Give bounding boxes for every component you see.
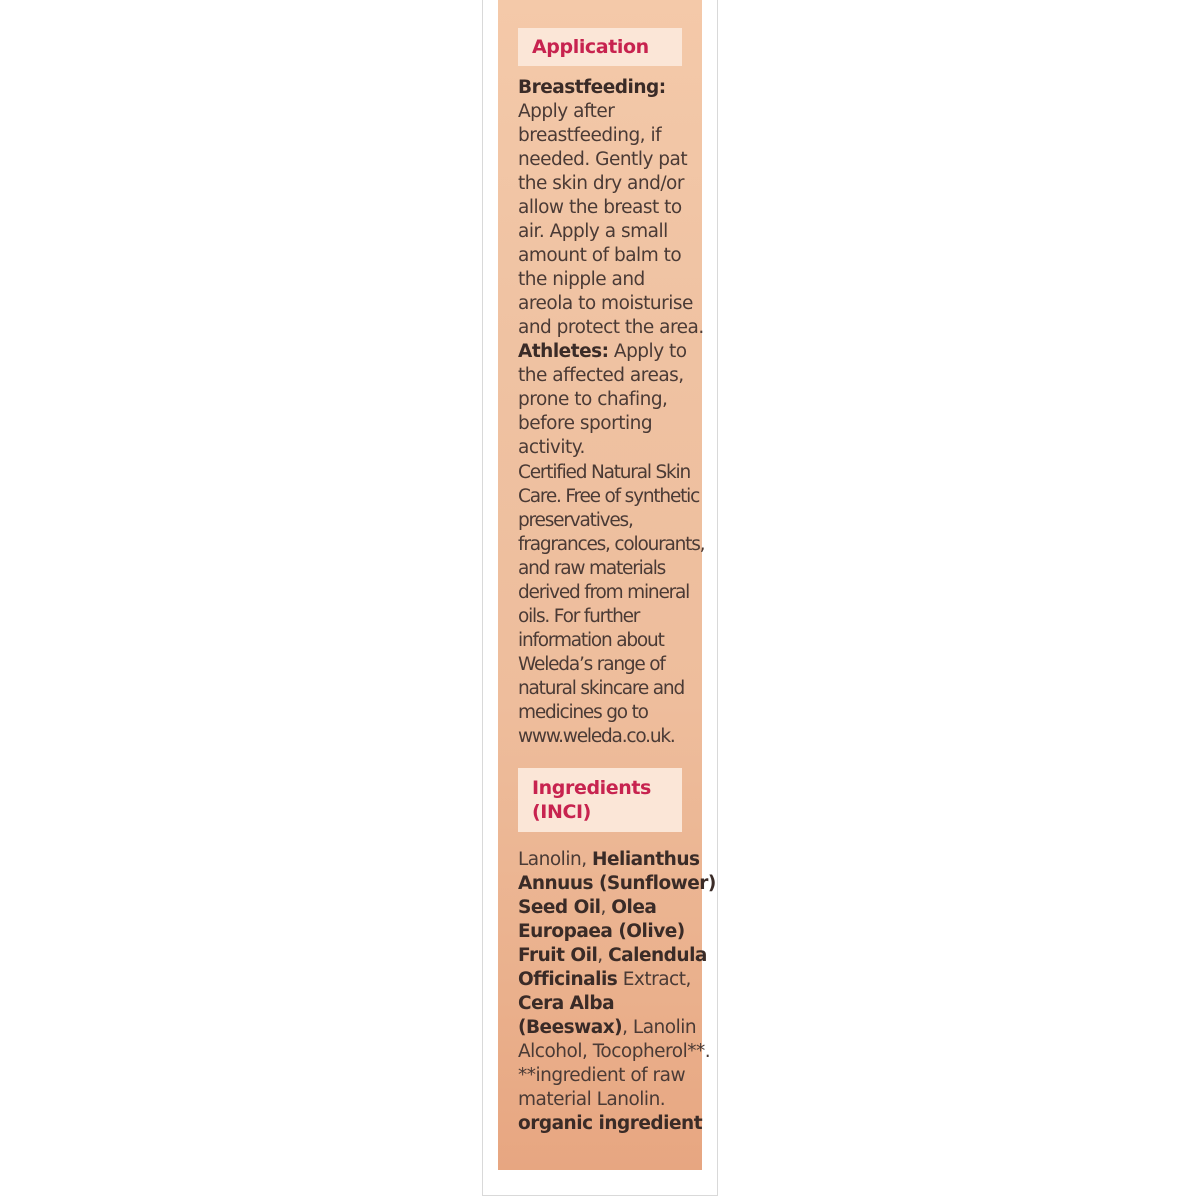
ingredient-line <box>518 848 700 872</box>
ingredient-line <box>518 1064 688 1088</box>
breastfeeding-label: Breastfeeding: <box>518 77 666 98</box>
application-title: Application <box>532 36 649 58</box>
breastfeeding-instructions <box>518 100 704 340</box>
ingredient-text: , <box>600 897 612 918</box>
breastfeeding-text-line: needed. Gently pat <box>518 149 688 170</box>
ingredient-name-bold: Cera Alba <box>518 993 615 1014</box>
ingredient-name-bold: Officinalis <box>518 969 618 990</box>
certified-text-line: natural skincare and <box>518 678 684 699</box>
ingredient-text: , Lanolin <box>622 1017 697 1038</box>
athletes-first-line: Apply to <box>608 341 687 362</box>
ingredients-list <box>518 848 716 1136</box>
application-heading <box>518 28 682 66</box>
athletes-text-line: prone to chafing, <box>518 389 668 410</box>
athletes-line <box>518 340 688 364</box>
certified-text-line: www.weleda.co.uk. <box>518 726 675 747</box>
certified-text-line: oils. For further <box>518 606 640 627</box>
ingredient-text: **ingredient of raw <box>518 1065 686 1086</box>
certified-text-line: Weleda’s range of <box>518 654 665 675</box>
ingredient-name-bold: Olea <box>611 897 657 918</box>
ingredient-text: Alcohol, Tocopherol**. <box>518 1041 711 1062</box>
certified-text-line: medicines go to <box>518 702 648 723</box>
ingredient-name-bold: Europaea (Olive) <box>518 921 685 942</box>
breastfeeding-text-line: breastfeeding, if <box>518 125 662 146</box>
certified-text-line: information about <box>518 630 664 651</box>
ingredient-name-bold: Annuus (Sunflower) <box>518 873 716 894</box>
ingredient-text: Extract, <box>617 969 691 990</box>
ingredient-name-bold: Helianthus <box>591 849 700 870</box>
ingredient-line <box>518 1088 688 1112</box>
ingredient-text: Lanolin, <box>518 849 592 870</box>
breastfeeding-text-line: amount of balm to <box>518 245 682 266</box>
application-text <box>518 76 704 460</box>
breastfeeding-text-line: air. Apply a small <box>518 221 668 242</box>
breastfeeding-text-line: areola to moisturise <box>518 293 693 314</box>
athletes-text-line: the affected areas, <box>518 365 684 386</box>
certified-text-line: preservatives, <box>518 510 633 531</box>
ingredients-title-inci: (INCI) <box>532 801 591 823</box>
ingredient-line <box>518 872 716 896</box>
ingredient-text: material Lanolin. <box>518 1089 666 1110</box>
athletes-text-line: activity. <box>518 437 585 458</box>
certified-text-line: Certified Natural Skin <box>518 462 690 483</box>
ingredient-name-bold: Seed Oil <box>518 897 601 918</box>
athletes-text-line: before sporting <box>518 413 653 434</box>
athletes-label: Athletes: <box>518 341 609 362</box>
ingredient-name-bold: Fruit Oil <box>518 945 598 966</box>
certified-natural-text <box>518 461 705 749</box>
athletes-instructions <box>518 364 688 460</box>
ingredient-name-bold: organic ingredient <box>518 1113 703 1134</box>
ingredient-line <box>518 944 707 968</box>
ingredient-line <box>518 1040 711 1064</box>
ingredient-line <box>518 896 688 920</box>
ingredient-line <box>518 1112 703 1136</box>
ingredient-text: , <box>597 945 609 966</box>
ingredient-line <box>518 992 688 1016</box>
certified-text-line: fragrances, colourants, <box>518 534 705 555</box>
certified-text-line: and raw materials <box>518 558 666 579</box>
ingredient-line <box>518 920 688 944</box>
ingredient-line <box>518 1016 697 1040</box>
breastfeeding-text-line: Apply after <box>518 101 615 122</box>
certified-text-line: derived from mineral <box>518 582 690 603</box>
ingredients-title: Ingredients <box>532 777 651 799</box>
breastfeeding-text-line: and protect the area. <box>518 317 704 338</box>
certified-text-line: Care. Free of synthetic <box>518 486 700 507</box>
ingredients-heading <box>518 768 682 832</box>
ingredient-name-bold: Calendula <box>608 945 707 966</box>
breastfeeding-text-line: allow the breast to <box>518 197 682 218</box>
ingredient-name-bold: (Beeswax) <box>518 1017 623 1038</box>
ingredient-line <box>518 968 691 992</box>
breastfeeding-text-line: the skin dry and/or <box>518 173 684 194</box>
breastfeeding-text-line: the nipple and <box>518 269 645 290</box>
